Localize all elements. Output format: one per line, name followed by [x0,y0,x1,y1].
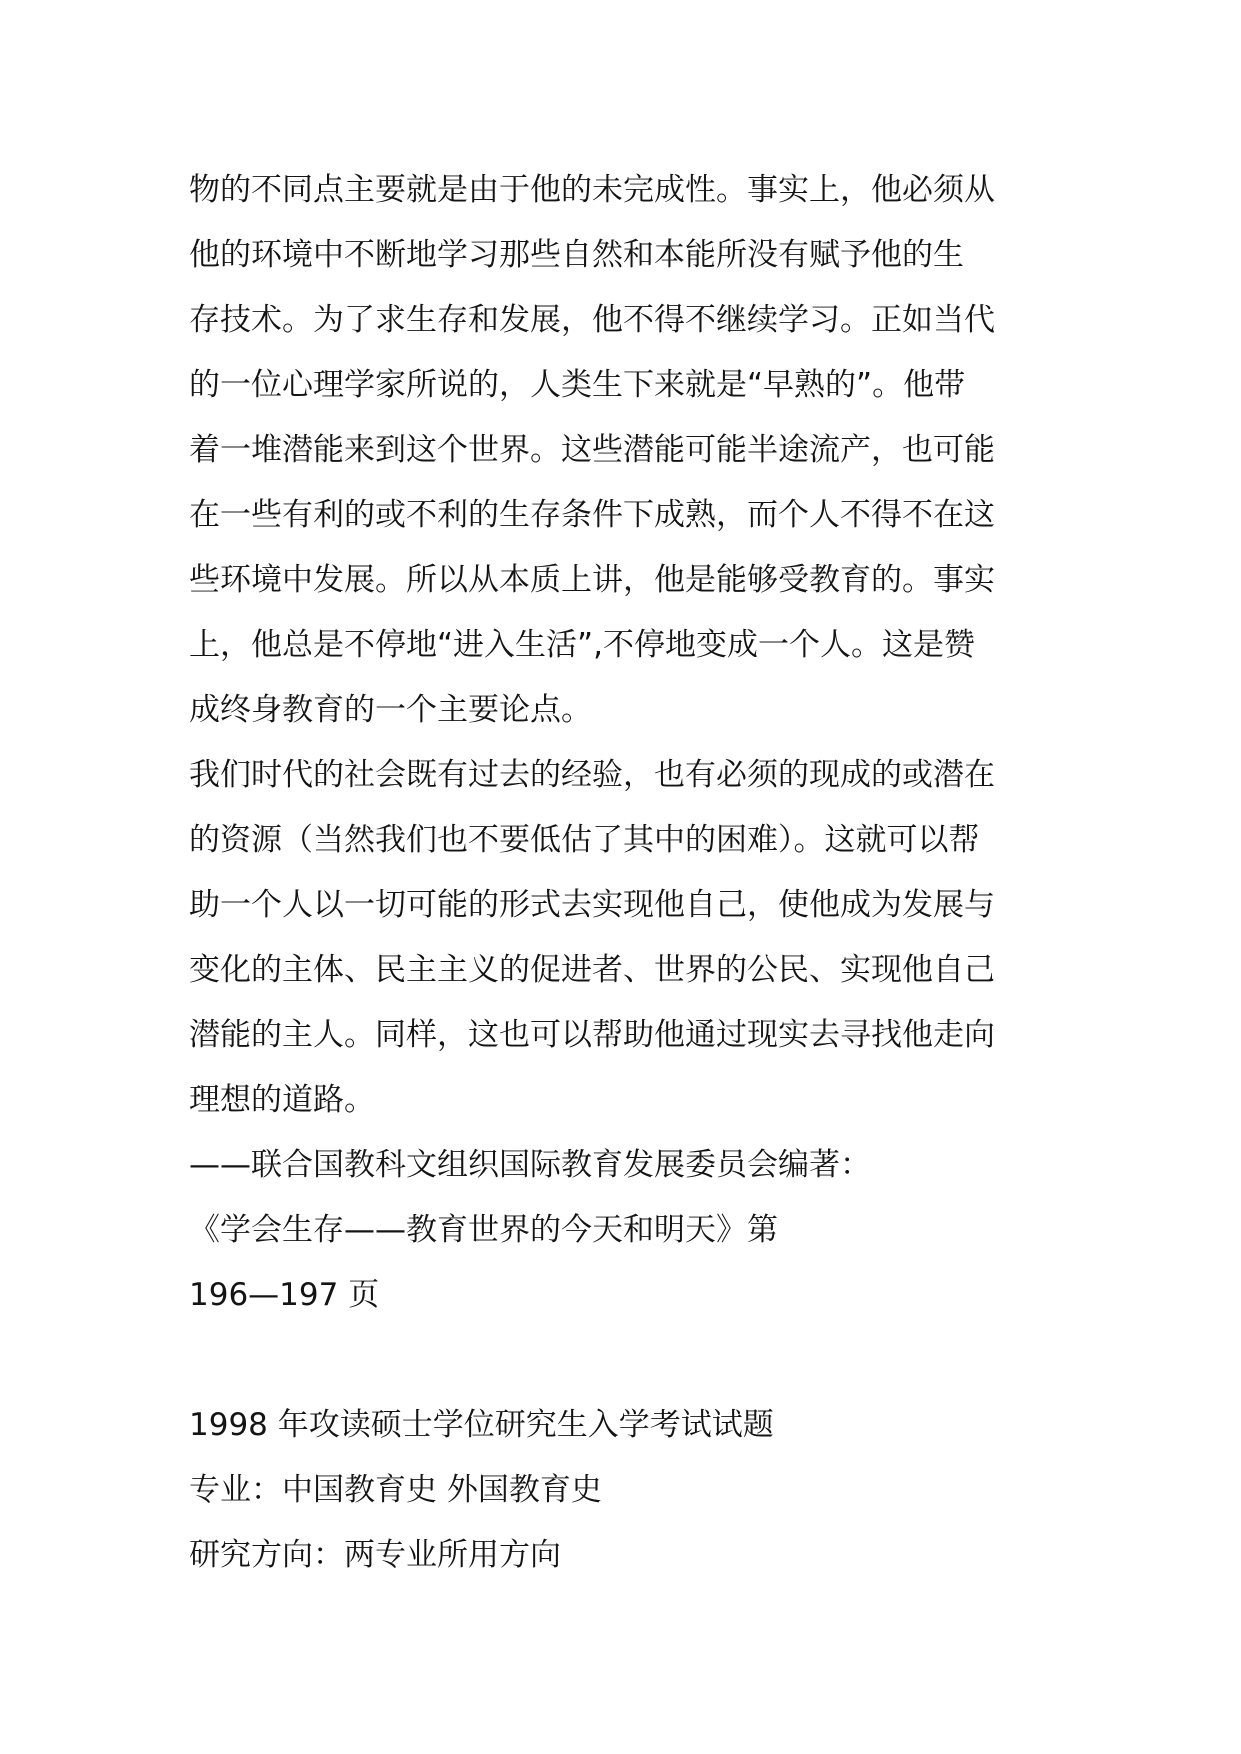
citation-line: ——联合国教科文组织国际教育发展委员会编著： [189,1147,871,1183]
citation-line: 《学会生存——教育世界的今天和明天》第 [189,1212,778,1248]
text-line: 潜能的主人。同样，这也可以帮助他通过现实去寻找他走向 [189,1017,995,1053]
quote-paragraph-1 [189,158,1069,743]
text-line: 些环境中发展。所以从本质上讲，他是能够受教育的。事实 [189,562,995,598]
text-line: 的一位心理学家所说的，人类生下来就是“早熟的”。他带 [189,367,966,403]
text-line: 助一个人以一切可能的形式去实现他自己，使他成为发展与 [189,887,995,923]
text-line: 存技术。为了求生存和发展，他不得不继续学习。正如当代 [189,302,995,338]
exam-header [189,1393,1069,1588]
citation-line: 196—197 页 [189,1277,380,1313]
text-line: 着一堆潜能来到这个世界。这些潜能可能半途流产，也可能 [189,432,995,468]
text-line: 我们时代的社会既有过去的经验，也有必须的现成的或潜在 [189,757,995,793]
text-line: 物的不同点主要就是由于他的未完成性。事实上，他必须从 [189,172,995,208]
text-line: 理想的道路。 [189,1082,375,1118]
text-line: 成终身教育的一个主要论点。 [189,692,592,728]
text-line: 在一些有利的或不利的生存条件下成熟，而个人不得不在这 [189,497,995,533]
quote-paragraph-2 [189,743,1069,1133]
text-line: 变化的主体、民主主义的促进者、世界的公民、实现他自己 [189,952,995,988]
text-line: 的资源（当然我们也不要低估了其中的困难）。这就可以帮 [189,822,980,858]
text-line: 上，他总是不停地“进入生活”,不停地变成一个人。这是赞 [189,627,975,663]
citation [189,1133,1069,1328]
exam-title: 1998 年攻读硕士学位研究生入学考试试题 [189,1407,774,1443]
text-line: 他的环境中不断地学习那些自然和本能所没有赋予他的生 [189,237,964,273]
blank-line [189,1328,1069,1393]
exam-major: 专业：中国教育史 外国教育史 [189,1472,602,1508]
exam-direction: 研究方向：两专业所用方向 [189,1537,561,1573]
document-page [189,158,1069,1588]
